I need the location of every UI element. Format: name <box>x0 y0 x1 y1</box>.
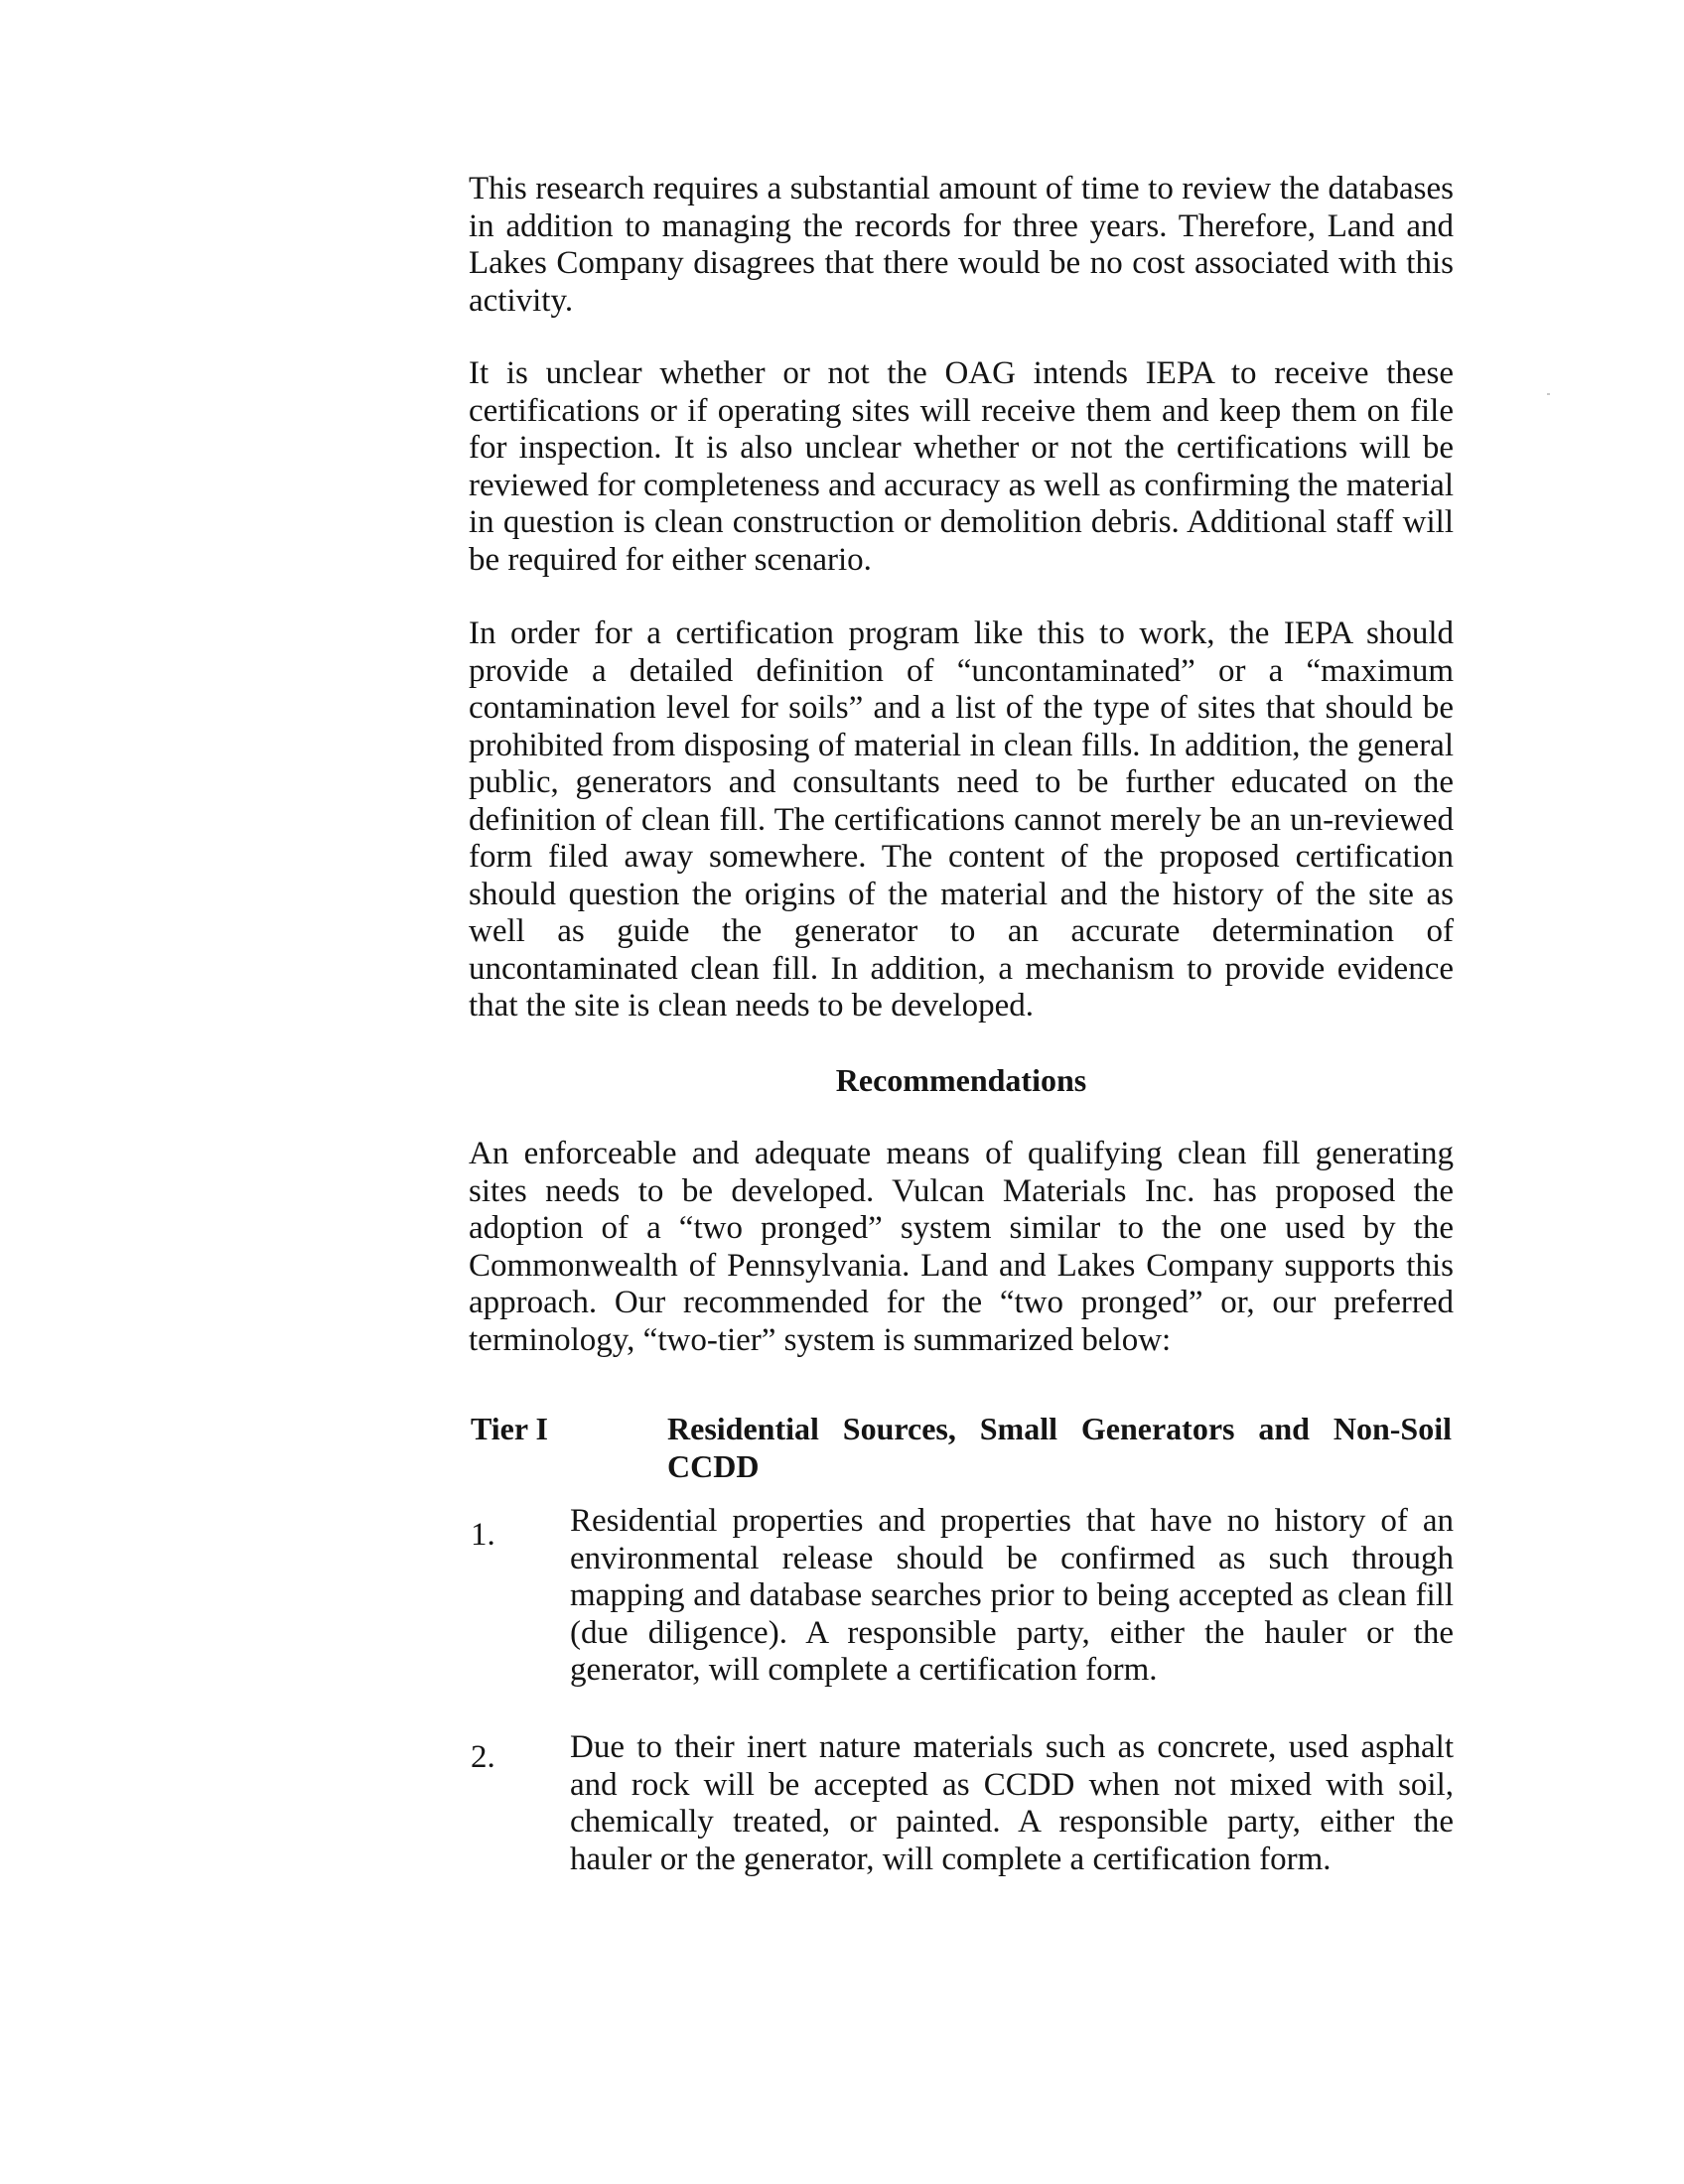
scan-speck <box>1547 393 1550 395</box>
paragraph-certification-recipients: It is unclear whether or not the OAG intends IEPA to receive these certifications or if operating sites will receive them and keep them on file for inspection. It is also unclear whether or not the certifications will be reviewed for completeness and accuracy as well as confirming the material in question is clean construction or demolition debris. Additional staff will be required for either scenario. <box>469 355 1454 578</box>
list-item-number: 1. <box>471 1517 495 1553</box>
recommendations-heading: Recommendations <box>835 1062 1087 1098</box>
tier-title: Residential Sources, Small Generators and Non-Soil CCDD <box>667 1411 1452 1484</box>
recommendations-intro: An enforceable and adequate means of qualifying clean fill generating sites needs to be developed. Vulcan Materials Inc. has proposed the adoption of a “two pronged” system similar to the one used by the Commonwealth of Pennsylvania. Land and Lakes Company supports this approach. Our recommended for the “two pronged” or, our preferred terminology, “two-tier” system is summarized below: <box>469 1136 1454 1358</box>
list-item-text: Residential properties and properties that have no history of an environmental release should be confirmed as such through mapping and database searches prior to being accepted as clean fill (due diligence). A responsible party, either the hauler or the generator, will complete a certification form. <box>570 1503 1454 1688</box>
list-item-text: Due to their inert nature materials such as concrete, used asphalt and rock will be accepted as CCDD when not mixed with soil, chemically treated, or painted. A responsible party, either the hauler or the generator, will complete a certification form. <box>570 1729 1454 1877</box>
paragraph-certification-program: In order for a certification program like this to work, the IEPA should provide a detailed definition of “uncontaminated” or a “maximum contamination level for soils” and a list of the type of sites that should be prohibited from disposing of material in clean fills. In addition, the general public, generators and consultants need to be further educated on the definition of clean fill. The certifications cannot merely be an un-reviewed form filed away somewhere. The content of the proposed certification should question the origins of the material and the history of the site as well as guide the generator to an accurate determination of uncontaminated clean fill. In addition, a mechanism to provide evidence that the site is clean needs to be developed. <box>469 615 1454 1024</box>
paragraph-cost-research: This research requires a substantial amount of time to review the databases in addition to managing the records for three years. Therefore, Land and Lakes Company disagrees that there would be no cost associated with this activity. <box>469 171 1454 319</box>
tier-label: Tier I <box>471 1411 548 1446</box>
list-item-number: 2. <box>471 1739 495 1775</box>
